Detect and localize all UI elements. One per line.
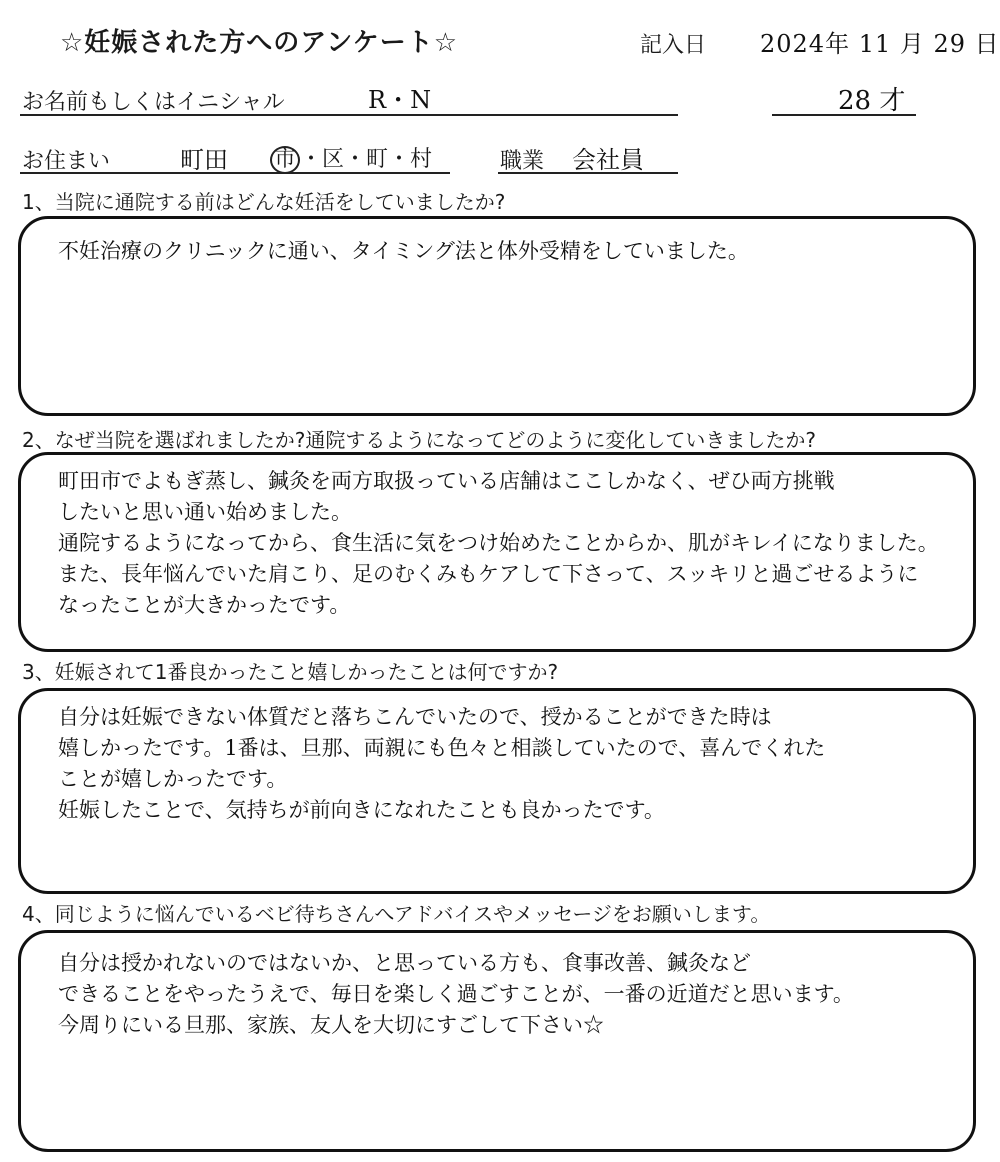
answer-line: 自分は授かれないのではないか、と思っている方も、食事改善、鍼灸など: [58, 951, 751, 975]
occupation-label: 職業: [500, 149, 545, 174]
name-label: お名前もしくはイニシャル: [22, 90, 285, 115]
question-2-label: 2、なぜ当院を選ばれましたか?通院するようになってどのように変化していきましたか?: [22, 428, 816, 452]
answer-line: 自分は妊娠できない体質だと落ちこんでいたので、授かることができた時は: [58, 705, 772, 729]
answer-line: なったことが大きかったです。: [58, 593, 351, 617]
address-options: [270, 142, 432, 174]
answer-line: 今周りにいる旦那、家族、友人を大切にすごして下さい☆: [58, 1013, 604, 1037]
date-label: 記入日: [640, 33, 707, 58]
answer-line: ことが嬉しかったです。: [58, 767, 288, 791]
date-value: 2024年 11 月 29 日: [760, 30, 1000, 58]
address-label: お住まい: [22, 149, 111, 174]
address-option-selected: 市: [270, 146, 300, 174]
age-underline: [772, 114, 916, 116]
answer-line: また、長年悩んでいた肩こり、足のむくみもケアして下さって、スッキリと過ごせるように: [58, 562, 919, 586]
answer-line: 通院するようになってから、食生活に気をつけ始めたことからか、肌がキレイになりました。: [58, 531, 939, 555]
question-1-label: 1、当院に通院する前はどんな妊活をしていましたか?: [22, 190, 506, 214]
answer-line: 不妊治療のクリニックに通い、タイミング法と体外受精をしていました。: [58, 239, 749, 263]
answer-line: したいと思い通い始めました。: [58, 500, 352, 524]
name-underline: [20, 114, 678, 116]
occupation-underline: [498, 172, 678, 174]
address-underline: [20, 172, 450, 174]
answer-line: 町田市でよもぎ蒸し、鍼灸を両方取扱っている店舗はここしかなく、ぜひ両方挑戦: [58, 469, 835, 493]
survey-title: ☆妊娠された方へのアンケート☆: [60, 28, 459, 58]
address-option-others: ・区・町・村: [300, 147, 433, 172]
question-4-label: 4、同じように悩んでいるベビ待ちさんへアドバイスやメッセージをお願いします。: [22, 902, 771, 926]
name-value: R・N: [368, 86, 432, 114]
occupation-value: 会社員: [572, 146, 644, 174]
answer-line: 嬉しかったです。1番は、旦那、両親にも色々と相談していたので、喜んでくれた: [58, 736, 826, 760]
answer-line: 妊娠したことで、気持ちが前向きになれたことも良かったです。: [58, 798, 665, 822]
answer-4-text: [58, 948, 968, 1041]
question-3-label: 3、妊娠されて1番良かったこと嬉しかったことは何ですか?: [22, 660, 559, 684]
answer-2-text: [58, 466, 968, 621]
address-value: 町田: [180, 146, 228, 174]
age-value: 28 才: [838, 86, 906, 116]
answer-3-text: [58, 702, 968, 826]
answer-1-text: [58, 236, 968, 267]
answer-line: できることをやったうえで、毎日を楽しく過ごすことが、一番の近道だと思います。: [58, 982, 854, 1006]
